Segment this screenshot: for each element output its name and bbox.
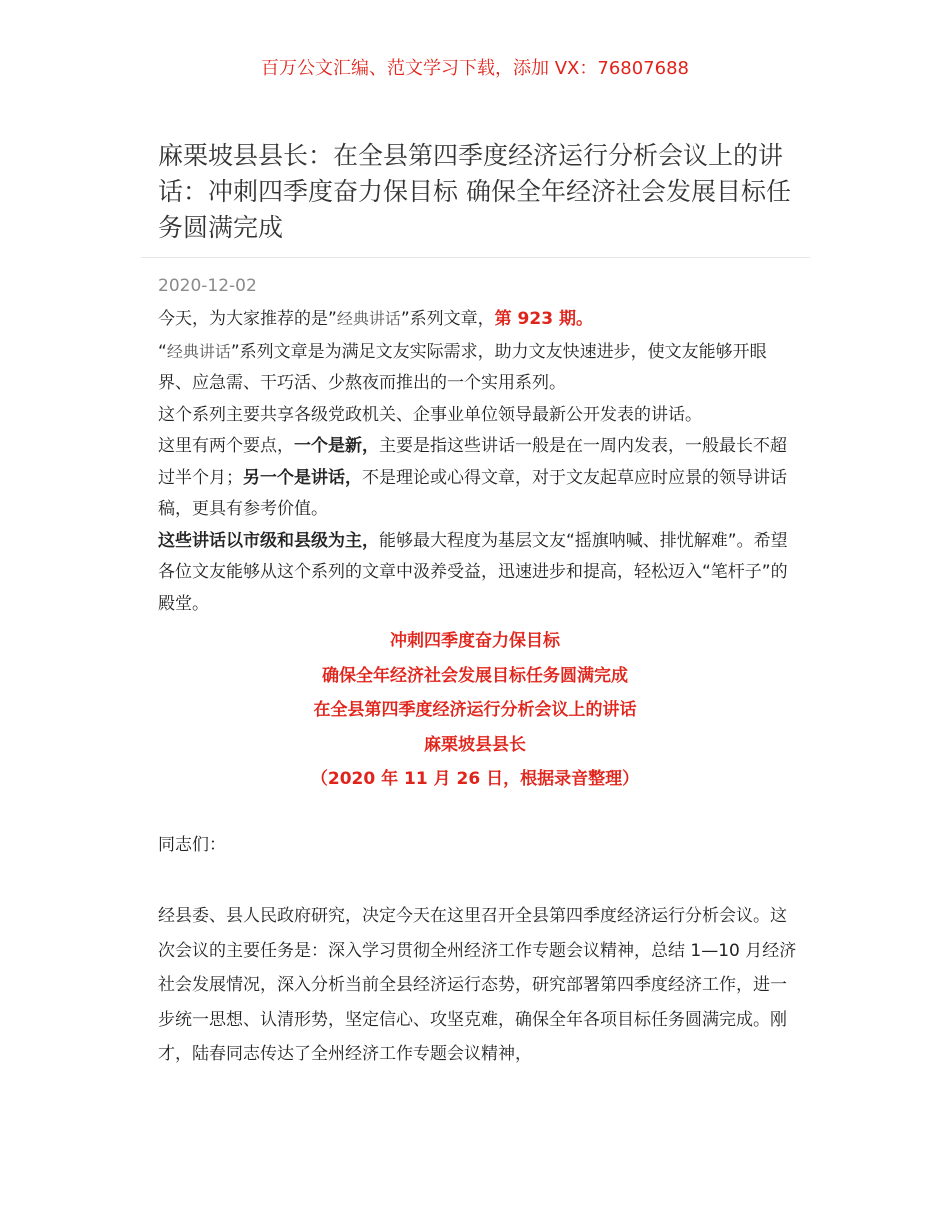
intro-paragraph-4: [158, 431, 794, 526]
speech-heading-speaker: 麻栗坡县县长: [424, 734, 526, 755]
intro-text: ”系列文章是为满足文友实际需求，助力文友快速进步，使文友能够开眼界、应急需、干巧活、少熬夜而推出的一个实用系列。: [158, 341, 767, 393]
intro-paragraph-3: 这个系列主要共享各级党政机关、企事业单位领导最新公开发表的讲话。: [158, 404, 702, 425]
salutation: 同志们：: [158, 835, 226, 855]
series-name: 经典讲话: [166, 341, 231, 361]
intro-text: ”系列文章，: [400, 309, 495, 329]
emphasis-text: 这些讲话以市级和县级为主，: [158, 530, 379, 551]
intro-text: 这里有两个要点，: [158, 436, 294, 456]
intro-paragraph-5: [158, 526, 794, 621]
promo-banner: 百万公文汇编、范文学习下载，添加 VX：76807688: [261, 58, 689, 79]
speech-heading-line-1: 冲刺四季度奋力保目标: [390, 631, 560, 651]
series-name: 经典讲话: [336, 309, 401, 328]
intro-text: 主要是指这些讲话一般是在一周内发表，一般最长不超过半个月；: [158, 436, 787, 488]
article-title: 麻栗坡县县长：在全县第四季度经济运行分析会议上的讲话：冲刺四季度奋力保目标 确保全年经济社会发展目标任务圆满完成: [158, 141, 791, 242]
emphasis-text: 另一个是讲话，: [243, 467, 362, 488]
intro-text: 能够最大程度为基层文友“摇旗呐喊、排忧解难”。希望各位文友能够从这个系列的文章中汲养受益，迅速进步和提高，轻松迈入“笔杆子”的殿堂。: [158, 530, 788, 614]
intro-paragraph-2: [158, 336, 794, 400]
intro-text: “: [158, 341, 167, 362]
publish-date: 2020-12-02: [158, 276, 257, 296]
intro-text: 不是理论或心得文章，对于文友起草应时应景的领导讲话稿，更具有参考价值。: [158, 467, 787, 519]
emphasis-text: 一个是新，: [294, 436, 379, 456]
title-divider: [141, 257, 810, 258]
speech-heading-line-3: 在全县第四季度经济运行分析会议上的讲话: [313, 700, 637, 720]
issue-number: 第 923 期。: [494, 309, 593, 329]
speech-heading-date-note: （2020 年 11 月 26 日，根据录音整理）: [310, 769, 640, 789]
speech-heading: [0, 624, 950, 797]
speech-heading-line-2: 确保全年经济社会发展目标任务圆满完成: [322, 665, 628, 686]
intro-text: 今天，为大家推荐的是”: [158, 309, 337, 329]
series-intro: [158, 303, 794, 620]
intro-paragraph-1: [158, 303, 794, 336]
body-paragraph: 经县委、县人民政府研究，决定今天在这里召开全县第四季度经济运行分析会议。这次会议的主要任务是：深入学习贯彻全州经济工作专题会议精神，总结 1—10 月经济社会发展情况，深入分析当前全县经济运行态势，研究部署第四季度经济工作，进一步统一思想、认清形势，坚定信心、攻坚克难，确保全年各项目标任务圆满完成。刚才，陆春同志传达了全州经济工作专题会议精神，: [158, 906, 797, 1065]
